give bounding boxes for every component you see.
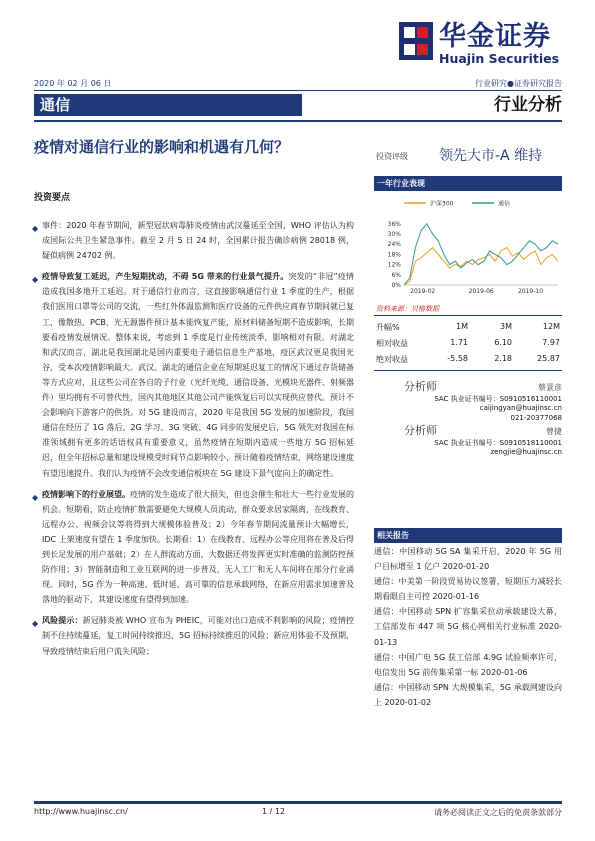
y-tick-label: 24%	[387, 241, 401, 249]
report-type: 行业分析	[494, 95, 562, 115]
series-line	[404, 224, 558, 285]
y-tick-label: 12%	[387, 261, 401, 269]
logo-text-cn: 华金证券	[439, 21, 551, 52]
perf-cell: 6.10	[494, 338, 512, 347]
point-text: 突发的“非冠”疫情造成我国多地开工延迟。对于通信行业而言，这直接影响通信行业 1 季度的生产，根据我们医用口罩等公司的交流，一些红外体温监测和医疗设备的元件供应商春节期间就已复工，像散热、PCB、光无源器件预计基本能恢复产能，原材料储备短期不造成影响，长期要看疫情发展情况。整体来说，考虑到 1 季度是行业传统淡季，影响相对有限。对湖北和武汉而言，湖北是我国湖北是国内重要电子通信信息生产基地，疫区武汉更是我国光谷，受本次疫情影响最大。武汉、湖北的通信企业在短期延迟复工的情况下通过存货储备等方式应对，且这些公司在各自的子行业（光纤光缆、通信设备、光模块光器件、射频器件）里均拥有不可替代性，国内其他地区其他公司产能恢复后可以实现供应替代。预计不会影响向下游客户的供货。对 5G 建设而言，2020 年是我国 5G 发展的加速阶段，我国通信在经历了 1G 落后、2G 学习、3G 突破、4G 同步的发展史后，5G 领先对我国在标准领域拥有更多的话语权具有重要意义，虽然疫情在短期内造成一些地方 5G 招标延迟，但全年招标总量和建设规模受时间节点影响较小，预计随着疫情结束，网络建设速度有望迅速提升。我们认为疫情不会改变通信板块在 5G 建设下景气度向上的确定性。	[42, 272, 354, 478]
related-item[interactable]: 通信：中国移动 SPN 大规模集采，5G 承载网建设向上 2020-01-02	[374, 682, 562, 707]
list-item	[34, 613, 354, 658]
chart-source: 资料来源：贝格数据	[376, 305, 439, 313]
perf-table-divider	[374, 370, 562, 371]
y-tick-label: 18%	[387, 251, 401, 259]
perf-col-header: 1M	[456, 322, 468, 331]
report-date: 2020 年 02 月 06 日	[34, 79, 112, 88]
x-tick-label: 2019-02	[410, 288, 436, 295]
report-series: 行业研究●证券研究报告	[475, 79, 562, 88]
y-tick-label: 6%	[391, 271, 401, 279]
perf-cell: 1.71	[450, 338, 468, 347]
analyst-cert: SAC 执业证书编号：S0910518110001	[434, 439, 562, 447]
y-tick-label: 36%	[387, 220, 401, 228]
related-item[interactable]: 通信：中国移动 SPN 扩容集采拉动承载建设大幕，工信部发布 447 项 5G 核心网相关行业标准 2020-01-13	[374, 607, 562, 647]
perf-cell: 7.97	[542, 338, 560, 347]
table-row	[376, 354, 562, 370]
top-divider	[34, 90, 562, 91]
perf-header: 一年行业表现	[374, 176, 562, 191]
related-item[interactable]: 通信：中美第一阶段贸易协议签署，短期压力减轻长期看眼自主可控 2020-01-16	[374, 577, 562, 602]
point-lead: 疫情影响下的行业展望。	[42, 489, 130, 499]
perf-table	[376, 322, 562, 370]
points-list	[34, 218, 354, 665]
analyst-block	[378, 422, 562, 474]
perf-divider	[374, 315, 562, 316]
point-lead: 疫情导致复工延迟，产生短期扰动，不碍 5G 带来的行业景气提升。	[42, 272, 289, 282]
series-line	[404, 248, 558, 285]
x-tick-label: 2019-10	[517, 288, 544, 295]
diamond-bullet-icon: ◆	[32, 224, 39, 233]
perf-col-header: 升幅%	[376, 323, 400, 332]
sector-bar	[34, 94, 562, 120]
page-number: 1 / 12	[262, 807, 286, 816]
point-lead: 风险提示：	[42, 616, 83, 626]
perf-header-row	[376, 322, 562, 338]
y-tick-label: 30%	[387, 231, 401, 238]
perf-col-header: 12M	[542, 322, 560, 331]
y-tick-label: 0%	[391, 282, 401, 289]
table-row	[376, 338, 562, 354]
list-item	[34, 487, 354, 608]
analyst-role: 分析师	[404, 380, 437, 393]
perf-chart	[374, 197, 562, 297]
analyst-name: 曾捷	[546, 427, 562, 436]
analyst-role: 分析师	[404, 424, 437, 437]
list-item	[34, 269, 354, 480]
analyst-email[interactable]: zengjie@huajinsc.cn	[490, 448, 562, 456]
perf-col-header: 3M	[500, 322, 512, 331]
legend-label: 通信	[498, 200, 511, 208]
rating-label: 投资评级	[376, 152, 408, 161]
logo-text-en: Huajin Securities	[439, 51, 560, 66]
footer-divider	[34, 801, 562, 804]
logo-mark-icon	[399, 22, 433, 60]
perf-chart-svg	[374, 197, 562, 297]
points-header: 投资要点	[34, 193, 71, 203]
sector-label: 通信	[34, 94, 302, 116]
related-item[interactable]: 通信：中国移动 5G SA 集采开启，2020 年 5G 用户目标增至 1 亿户 2020-01-20	[374, 547, 562, 572]
point-text: 事件：2020 年春节期间，新型冠状病毒肺炎疫情由武汉蔓延至全国，WHO 评估认为构成国际公共卫生紧急事件。截至 2 月 5 日 24 时，全国累计报告确诊病例 28018 例，疑似病例 24702 例。	[42, 221, 354, 261]
footer-disclaimer: 请务必阅读正文之后的免责条款部分	[434, 808, 562, 817]
rating-value: 领先大市-A 维持	[439, 148, 543, 164]
point-text: 新冠肺炎被 WHO 宣布为 PHEIC，可能对出口造成不利影响的风险；疫情控制不住持续蔓延，复工时间持续推迟、5G 招标持续推迟的风险；新应用体验不及预期，导致疫情结束后用户流失风险；	[42, 616, 354, 656]
list-item	[34, 218, 354, 263]
analyst-phone: 021-20377068	[510, 414, 562, 422]
diamond-bullet-icon: ◆	[32, 275, 39, 285]
diamond-bullet-icon: ◆	[32, 492, 39, 502]
perf-cell: -5.58	[447, 354, 468, 363]
analyst-email[interactable]: caijingyan@huajinsc.cn	[479, 404, 562, 412]
analyst-cert: SAC 执业证书编号：S0910516110001	[434, 395, 562, 403]
header-divider	[34, 120, 562, 122]
report-title: 疫情对通信行业的影响和机遇有几何？	[34, 138, 290, 156]
perf-cell: 相对收益	[376, 339, 408, 348]
diamond-bullet-icon: ◆	[32, 619, 39, 629]
related-header: 相关报告	[374, 528, 562, 543]
legend-label: 沪深300	[430, 200, 454, 208]
related-item[interactable]: 通信：中国广电 5G 获工信部 4.9G 试验频率许可，电信发出 5G 前传集采第一标 2020-01-06	[374, 652, 562, 677]
perf-cell: 25.87	[537, 354, 560, 363]
x-tick-label: 2019-06	[468, 288, 494, 295]
perf-cell: 绝对收益	[376, 355, 408, 364]
perf-cell: 2.18	[494, 354, 512, 363]
company-logo	[399, 22, 559, 64]
date-row	[34, 78, 562, 90]
footer-url[interactable]: http://www.huajinsc.cn/	[34, 807, 128, 816]
point-text: 疫情的发生造成了很大损失，但也会催生和壮大一些行业发展的机会。短期看，防止疫情扩散需要避免大规模人员流动，群众要求居家隔离，在线教育、远程办公、视频会议等将得到大规模体验普及；2）今年春节期间流量预计大幅增长，IDC 上架速度有望在 1 季度加快。长期看：1）在线教育、远程办公等应用将在普及后得到长足发展的用户基础；2）在人群流动方面，大数据还将发挥更实时准确的监测防控预防作用；3）智能制造和工业互联网的进一步普及，无人工厂和无人车间将在部分行业涌现。同时，5G 作为一种高速、低时延、高可靠的信息承载网络，在新应用需求加速普及落地的驱动下，其建设速度有望得到加速。	[42, 489, 354, 605]
analyst-name: 蔡景彦	[538, 383, 562, 392]
related-list	[374, 544, 562, 710]
